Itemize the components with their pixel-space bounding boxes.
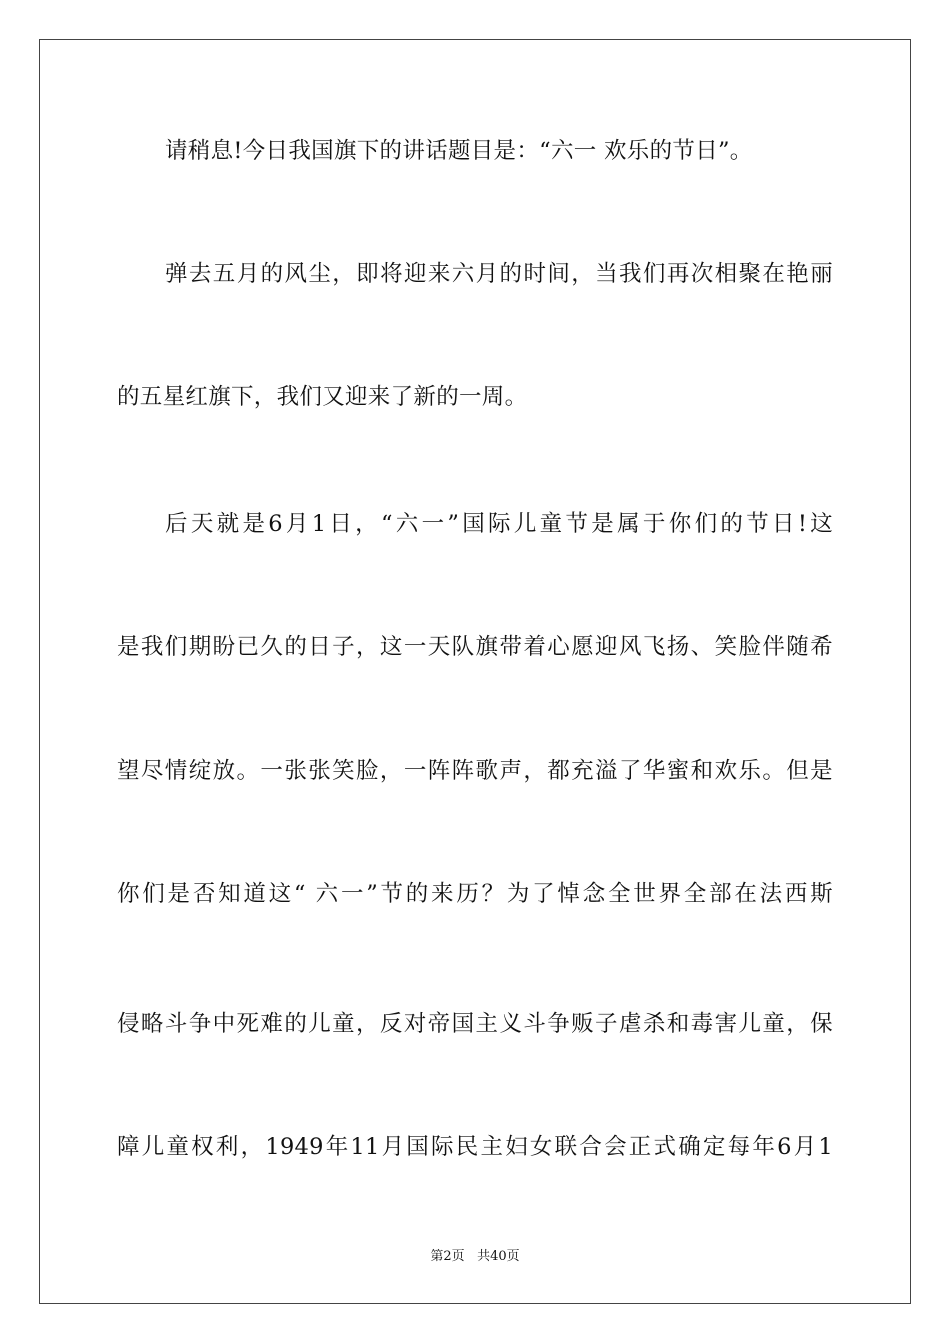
paragraph-1-line-1: 请稍息!今日我国旗下的讲话题目是：“六一 欢乐的节日”。 <box>165 138 753 164</box>
page-total: 共40页 <box>477 1249 520 1264</box>
paragraph-3-line-4: 你们是否知道这“ 六一”节的来历？为了悼念全世界全部在法西斯 <box>117 881 833 907</box>
page-footer <box>0 1248 950 1266</box>
paragraph-3-line-6: 障儿童权利，1949年11月国际民主妇女联合会正式确定每年6月1 <box>117 1134 833 1160</box>
page-border <box>39 39 911 1304</box>
paragraph-3-line-3: 望尽情绽放。一张张笑脸，一阵阵歌声，都充溢了华蜜和欢乐。但是 <box>117 758 833 784</box>
paragraph-2-line-2: 的五星红旗下，我们又迎来了新的一周。 <box>117 384 528 410</box>
page-number: 第2页 <box>430 1249 465 1264</box>
paragraph-3-line-2: 是我们期盼已久的日子，这一天队旗带着心愿迎风飞扬、笑脸伴随希 <box>117 634 833 660</box>
paragraph-3-line-5: 侵略斗争中死难的儿童，反对帝国主义斗争贩子虐杀和毒害儿童，保 <box>117 1011 833 1037</box>
paragraph-2-line-1: 弹去五月的风尘，即将迎来六月的时间，当我们再次相聚在艳丽 <box>165 261 833 287</box>
paragraph-3-line-1: 后天就是6月1日，“六一”国际儿童节是属于你们的节日!这 <box>165 511 833 537</box>
